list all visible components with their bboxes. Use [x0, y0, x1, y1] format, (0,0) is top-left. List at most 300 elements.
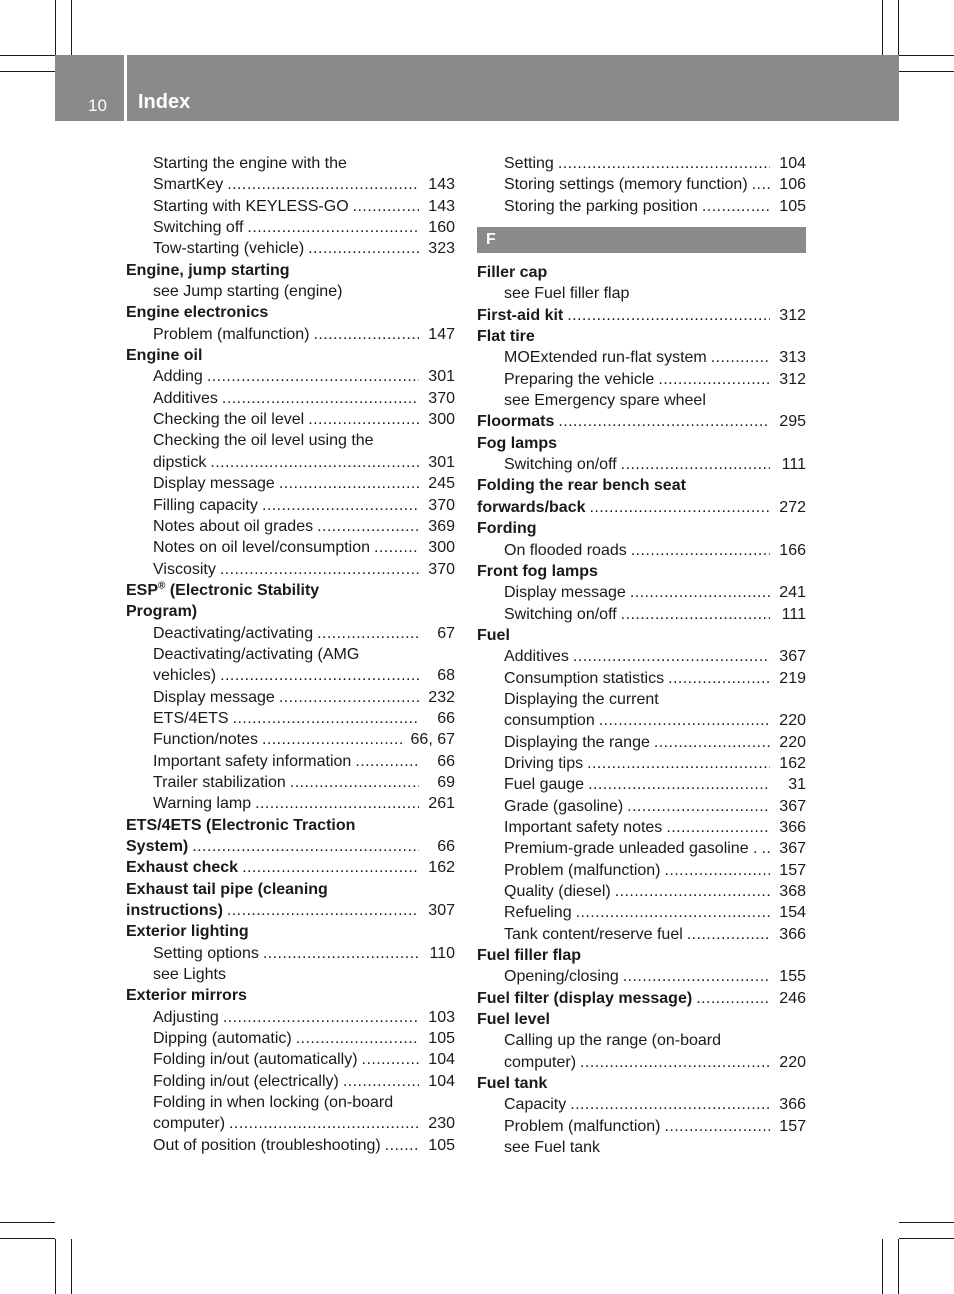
index-entry	[126, 836, 455, 857]
index-subentry	[126, 1049, 455, 1070]
index-subentry	[126, 1135, 455, 1156]
page-ref: 370	[428, 389, 455, 407]
page-ref: 166	[779, 541, 806, 559]
leader-dots	[238, 857, 419, 878]
leader-dots	[358, 1049, 419, 1070]
leader-dots	[188, 836, 419, 857]
index-subentry	[477, 732, 806, 753]
page-ref: 106	[779, 176, 806, 194]
leader-dots	[203, 366, 419, 387]
page-ref: 220	[779, 733, 806, 751]
index-subentry	[126, 1092, 455, 1113]
index-entry	[477, 411, 806, 432]
index-entry	[477, 262, 806, 283]
entry-text: Folding in/out (electrically)	[153, 1072, 339, 1090]
index-entry	[126, 260, 455, 281]
index-subentry	[126, 281, 455, 302]
entry-text: Engine, jump starting	[126, 261, 290, 279]
entry-text: Fording	[477, 520, 537, 538]
page-ref: 369	[428, 517, 455, 535]
index-subentry	[477, 924, 806, 945]
entry-text: Switching on/off	[504, 456, 617, 474]
index-subentry	[126, 559, 455, 580]
entry-text: instructions)	[126, 902, 223, 920]
entry-text: Deactivating/activating	[153, 624, 314, 642]
leader-dots	[223, 900, 419, 921]
index-subentry	[126, 388, 455, 409]
leader-dots	[275, 687, 419, 708]
page-ref: 295	[779, 413, 806, 431]
entry-text: Important safety information	[153, 752, 352, 770]
leader-dots	[619, 966, 770, 987]
page-ref: 220	[779, 712, 806, 730]
page-ref: 366	[779, 818, 806, 836]
index-column-left	[126, 153, 455, 1156]
entry-text: Problem (malfunction)	[153, 325, 310, 343]
page-ref: 301	[428, 453, 455, 471]
index-subentry	[477, 283, 806, 304]
index-subentry	[477, 1094, 806, 1115]
page-ref: 230	[428, 1115, 455, 1133]
entry-text: Setting	[504, 155, 554, 172]
index-entry	[477, 475, 806, 496]
page-ref: 261	[428, 795, 455, 813]
leader-dots	[698, 196, 770, 217]
entry-text: Deactivating/activating (AMG	[153, 645, 360, 663]
page-ref: 143	[428, 197, 455, 215]
page-ref: 155	[779, 968, 806, 986]
entry-text: Display message	[504, 584, 626, 602]
entry-text: Adjusting	[153, 1008, 219, 1026]
leader-dots	[275, 473, 419, 494]
crop-mark	[0, 1222, 55, 1223]
entry-text: Trailer stabilization	[153, 773, 286, 791]
page-ref: 68	[437, 667, 455, 685]
leader-dots	[576, 1052, 770, 1073]
entry-text: Calling up the range (on-board	[504, 1032, 722, 1050]
index-subentry	[126, 473, 455, 494]
page-ref: 110	[429, 944, 455, 962]
leader-dots	[229, 708, 419, 729]
leader-dots	[626, 582, 770, 603]
index-subentry	[126, 964, 455, 985]
leader-dots	[258, 495, 419, 516]
index-subentry	[126, 623, 455, 644]
index-subentry	[477, 174, 806, 195]
index-entry	[477, 518, 806, 539]
page-ref: 67	[437, 624, 455, 642]
entry-text: Warning lamp	[153, 795, 252, 813]
leader-dots	[225, 1113, 419, 1134]
entry-text: see Fuel filler flap	[504, 285, 630, 303]
index-subentry	[477, 390, 806, 411]
entry-text: Storing settings (memory function)	[504, 176, 748, 194]
page-ref: 162	[779, 754, 806, 772]
entry-text: Starting the engine with the	[153, 155, 347, 172]
entry-text: Exterior mirrors	[126, 987, 247, 1005]
page-ref: 307	[428, 902, 455, 920]
entry-text: Display message	[153, 475, 275, 493]
index-entry	[126, 345, 455, 366]
index-subentry	[477, 540, 806, 561]
crop-mark	[71, 1239, 72, 1294]
crop-mark	[899, 1222, 954, 1223]
index-subentry	[477, 838, 806, 859]
entry-text: Consumption statistics	[504, 669, 665, 687]
entry-text: Viscosity	[153, 560, 216, 578]
entry-text: Engine electronics	[126, 304, 269, 322]
index-entry	[126, 879, 455, 900]
leader-dots	[617, 604, 770, 625]
index-entry	[126, 815, 455, 836]
leader-dots	[572, 902, 770, 923]
leader-dots	[304, 238, 419, 259]
entry-text: Opening/closing	[504, 968, 619, 986]
entry-text: Fuel	[477, 626, 510, 644]
crop-mark	[0, 55, 55, 56]
index-subentry	[126, 324, 455, 345]
entry-text: Refueling	[504, 904, 572, 922]
entry-text: Front fog lamps	[477, 562, 598, 580]
leader-dots	[583, 753, 770, 774]
index-subentry	[126, 793, 455, 814]
index-subentry	[477, 774, 806, 795]
leader-dots	[251, 793, 419, 814]
index-entry	[477, 945, 806, 966]
index-subentry	[126, 430, 455, 451]
entry-text: Fuel filler flap	[477, 947, 582, 965]
index-subentry	[477, 1030, 806, 1051]
index-subentry	[126, 665, 455, 686]
leader-dots	[223, 174, 419, 195]
index-subentry	[477, 817, 806, 838]
index-subentry	[477, 1137, 806, 1158]
index-subentry	[126, 1113, 455, 1134]
page-ref: 367	[779, 648, 806, 666]
index-subentry	[477, 582, 806, 603]
leader-dots	[617, 454, 770, 475]
page-ref: 370	[428, 496, 455, 514]
entry-text: Exhaust check	[126, 859, 239, 877]
index-subentry	[126, 729, 455, 750]
leader-dots	[611, 881, 770, 902]
leader-dots	[370, 537, 419, 558]
entry-text: see Lights	[153, 966, 226, 984]
entry-text: Switching off	[153, 219, 244, 237]
leader-dots	[258, 729, 405, 750]
entry-text: Fuel gauge	[504, 776, 585, 794]
leader-dots	[627, 540, 770, 561]
leader-dots	[219, 1007, 419, 1028]
page-ref: 31	[788, 776, 806, 794]
index-subentry	[126, 196, 455, 217]
crop-mark	[0, 1238, 55, 1239]
entry-text: Exhaust tail pipe (cleaning	[126, 880, 328, 898]
index-column-right	[477, 153, 806, 1158]
crop-mark	[898, 0, 899, 55]
entry-text: Tank content/reserve fuel	[504, 925, 683, 943]
leader-dots	[286, 772, 419, 793]
page-ref: 104	[428, 1072, 455, 1090]
index-subentry	[126, 174, 455, 195]
entry-text: Grade (gasoline)	[504, 797, 624, 815]
entry-text: Fuel tank	[477, 1075, 548, 1093]
index-subentry	[126, 644, 455, 665]
page-ref: 160	[428, 219, 455, 237]
page-ref: 367	[779, 797, 806, 815]
entry-text: Problem (malfunction)	[504, 861, 661, 879]
entry-text: Function/notes	[153, 731, 258, 749]
index-subentry	[477, 646, 806, 667]
crop-mark	[899, 1238, 954, 1239]
page-ref: 66	[437, 752, 455, 770]
leader-dots	[569, 646, 770, 667]
entry-text: Storing the parking position	[504, 197, 698, 215]
crop-mark	[899, 55, 954, 56]
page-ref: 323	[428, 240, 455, 258]
crop-mark	[899, 71, 954, 72]
page-ref: 366	[779, 1096, 806, 1114]
page-ref: 105	[428, 1136, 455, 1154]
page-ref: 111	[781, 456, 806, 474]
index-subentry	[126, 537, 455, 558]
entry-text: Important safety notes	[504, 818, 663, 836]
index-subentry	[477, 196, 806, 217]
entry-text: Capacity	[504, 1096, 567, 1114]
entry-text: System)	[126, 838, 189, 855]
leader-dots	[351, 751, 419, 772]
page-ref: 105	[779, 197, 806, 215]
entry-text: ETS/4ETS	[153, 709, 229, 727]
entry-text: Floormats	[477, 413, 555, 431]
entry-text: consumption	[504, 712, 595, 730]
index-subentry	[477, 689, 806, 710]
page-ref: 245	[428, 475, 455, 493]
leader-dots	[757, 838, 770, 859]
leader-dots	[566, 1094, 770, 1115]
leader-dots	[216, 665, 419, 686]
entry-text: Out of position (troubleshooting)	[153, 1136, 381, 1154]
leader-dots	[563, 305, 770, 326]
entry-text: Additives	[153, 389, 218, 407]
index-subentry	[477, 881, 806, 902]
index-subentry	[126, 1007, 455, 1028]
leader-dots	[218, 388, 419, 409]
leader-dots	[664, 668, 770, 689]
entry-text: Fuel level	[477, 1011, 550, 1029]
crop-mark	[71, 0, 72, 55]
index-subentry	[126, 452, 455, 473]
index-subentry	[477, 710, 806, 731]
index-entry	[477, 305, 806, 326]
index-subentry	[477, 796, 806, 817]
entry-text: see Emergency spare wheel	[504, 392, 706, 410]
entry-text: see Fuel tank	[504, 1139, 601, 1157]
leader-dots	[554, 153, 770, 174]
index-subentry	[126, 943, 455, 964]
page-ref: 241	[779, 584, 806, 602]
leader-dots	[585, 497, 770, 518]
index-subentry	[126, 366, 455, 387]
index-entry	[126, 857, 455, 878]
index-subentry	[126, 516, 455, 537]
index-subentry	[477, 1116, 806, 1137]
page-ref: 157	[779, 861, 806, 879]
entry-text: vehicles)	[153, 667, 217, 685]
entry-text: Checking the oil level using the	[153, 432, 374, 450]
page-ref: 368	[779, 883, 806, 900]
index-entry	[126, 302, 455, 323]
index-subentry	[477, 668, 806, 689]
entry-text: SmartKey	[153, 176, 224, 194]
entry-text: Displaying the current	[504, 690, 659, 708]
page-ref: 300	[428, 411, 455, 429]
entry-text: Switching on/off	[504, 605, 617, 623]
entry-text: ETS/4ETS (Electronic Traction	[126, 816, 356, 834]
index-subentry	[477, 753, 806, 774]
leader-dots	[650, 732, 770, 753]
entry-text: Flat tire	[477, 328, 535, 346]
entry-text: Exterior lighting	[126, 923, 249, 941]
index-subentry	[477, 347, 806, 368]
page-ref: 370	[428, 560, 455, 578]
page-ref: 219	[779, 669, 806, 687]
page-ref: 313	[779, 349, 806, 367]
page-ref: 66, 67	[410, 731, 455, 749]
crop-mark	[55, 0, 56, 55]
page-ref: 312	[779, 370, 806, 388]
page-ref: 104	[779, 155, 806, 172]
entry-text: Problem (malfunction)	[504, 1117, 661, 1135]
leader-dots	[310, 324, 420, 345]
index-entry	[477, 625, 806, 646]
entry-text: Preparing the vehicle	[504, 370, 655, 388]
entry-text: dipstick	[153, 453, 207, 471]
index-entry	[126, 580, 455, 601]
page-ref: 143	[428, 176, 455, 194]
index-subentry	[477, 454, 806, 475]
index-subentry	[126, 238, 455, 259]
entry-text: Notes about oil grades	[153, 517, 314, 535]
page-ref: 272	[779, 498, 806, 516]
page-ref: 103	[428, 1008, 455, 1026]
page-ref: 300	[428, 539, 455, 557]
index-entry	[477, 326, 806, 347]
index-subentry	[477, 369, 806, 390]
page-ref: 366	[779, 925, 806, 943]
leader-dots	[748, 174, 770, 195]
page-ref: 312	[779, 306, 806, 324]
header-divider	[124, 55, 127, 121]
page-ref: 232	[428, 688, 455, 706]
entry-text: MOExtended run-flat system	[504, 349, 707, 367]
leader-dots	[313, 623, 419, 644]
entry-text: Notes on oil level/consumption	[153, 539, 371, 557]
leader-dots	[339, 1071, 419, 1092]
entry-text: Dipping (automatic)	[153, 1030, 292, 1048]
entry-text: Setting options	[153, 944, 259, 962]
page-ref: 162	[428, 859, 455, 877]
page-ref: 157	[779, 1117, 806, 1135]
entry-text: computer)	[153, 1115, 226, 1133]
entry-text: see Jump starting (engine)	[153, 283, 343, 301]
page-ref: 246	[779, 989, 806, 1007]
crop-mark	[882, 1239, 883, 1294]
entry-text: Starting with KEYLESS-GO	[153, 197, 349, 215]
index-subentry	[126, 217, 455, 238]
entry-text: computer)	[504, 1053, 577, 1071]
index-subentry	[126, 687, 455, 708]
index-subentry	[477, 860, 806, 881]
entry-text: Folding in when locking (on-board	[153, 1094, 394, 1112]
page-ref: 367	[779, 840, 806, 858]
entry-text: On flooded roads	[504, 541, 627, 559]
page-ref: 111	[781, 605, 806, 623]
entry-text: Fog lamps	[477, 434, 558, 452]
entry-text: Filling capacity	[153, 496, 258, 514]
index-entry	[477, 561, 806, 582]
index-entry	[477, 1073, 806, 1094]
entry-text: Fuel filter (display message)	[477, 989, 693, 1007]
page-ref: 147	[428, 325, 455, 343]
index-entry	[477, 433, 806, 454]
entry-text: Premium-grade unleaded gasoline .	[504, 840, 758, 858]
index-subentry	[477, 153, 806, 174]
entry-text: Checking the oil level	[153, 411, 305, 429]
page-ref: 301	[428, 368, 455, 386]
leader-dots	[313, 516, 419, 537]
index-subentry	[126, 772, 455, 793]
entry-text: Engine oil	[126, 347, 203, 365]
entry-text: Quality (diesel)	[504, 883, 611, 900]
leader-dots	[259, 943, 419, 964]
index-entry	[477, 1009, 806, 1030]
leader-dots	[292, 1028, 419, 1049]
leader-dots	[595, 710, 770, 731]
page-ref: 69	[437, 773, 455, 791]
entry-text: Program)	[126, 603, 198, 621]
section-letter-bar: F	[477, 227, 806, 253]
index-subentry	[126, 751, 455, 772]
index-entry	[477, 988, 806, 1009]
entry-text: Filler cap	[477, 264, 548, 282]
index-subentry	[126, 153, 455, 174]
crop-mark	[0, 71, 55, 72]
leader-dots	[381, 1135, 419, 1156]
leader-dots	[243, 217, 419, 238]
leader-dots	[554, 411, 770, 432]
index-subentry	[477, 1052, 806, 1073]
index-subentry	[477, 604, 806, 625]
index-subentry	[126, 708, 455, 729]
entry-text: Display message	[153, 688, 275, 706]
entry-text: ESP® (Electronic Stability	[126, 580, 320, 599]
leader-dots	[654, 369, 770, 390]
index-subentry	[477, 966, 806, 987]
index-entry	[126, 985, 455, 1006]
leader-dots	[692, 988, 770, 1009]
entry-text: Adding	[153, 368, 203, 386]
leader-dots	[304, 409, 419, 430]
page-title: Index	[138, 91, 191, 113]
page-ref: 104	[428, 1051, 455, 1069]
leader-dots	[661, 1116, 771, 1137]
entry-text: Driving tips	[504, 754, 584, 772]
leader-dots	[661, 860, 771, 881]
entry-text: First-aid kit	[477, 306, 564, 324]
leader-dots	[683, 924, 770, 945]
entry-text: forwards/back	[477, 498, 586, 516]
